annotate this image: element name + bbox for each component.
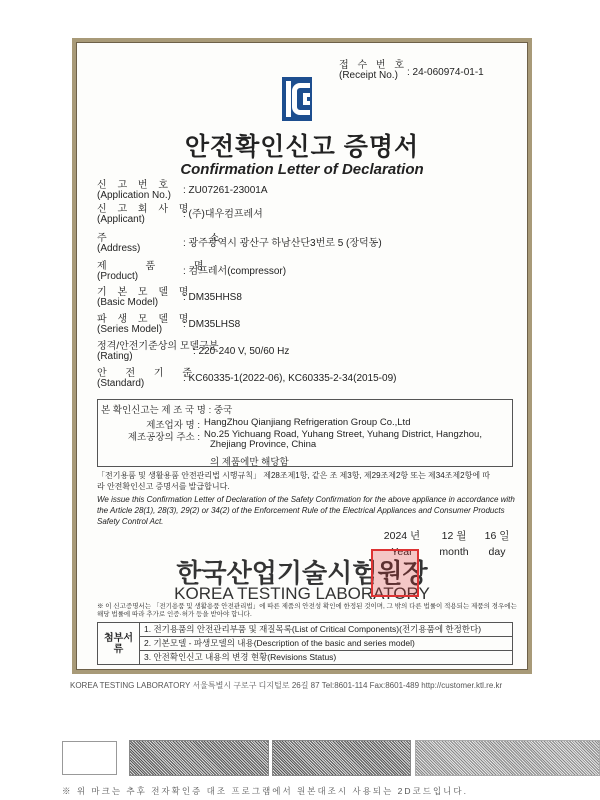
2d-code-3 (415, 740, 600, 776)
year-value: 2024 년 (383, 530, 421, 542)
month-value: 12 월 (441, 530, 467, 542)
maker-value: HangZhou Qianjiang Refrigeration Group Co.,Ltd (204, 417, 411, 428)
country-value: 중국 (213, 405, 233, 416)
field-label-en: (Product) (97, 271, 139, 282)
field-product (97, 261, 287, 282)
legal-note: ※ 이 신고증명서는 「전기용품 및 생활용품 안전관리법」에 따른 제품의 안전성 확인에 한정된 것이며, 그 밖의 다른 법률이 적용되는 제품의 경우에는 해당 법률에 따라 추가로 인증·허가 등을 받아야 합니다. (97, 603, 517, 618)
maker-label: 제조업자 명 : (146, 420, 200, 431)
field-basic-model (97, 287, 242, 308)
attachment-item: 2. 기본모델 - 파생모델의 내용(Description of the basic and series model) (140, 637, 513, 651)
field-label-en: (Applicant) (97, 214, 145, 225)
receipt-label-ko: 접 수 번 호 (339, 60, 407, 71)
kc-logo-icon (282, 77, 312, 121)
receipt-label-en: (Receipt No.) (339, 70, 398, 81)
day-value: 16 일 (484, 530, 510, 542)
title-korean: 안전확인신고 증명서 (184, 133, 420, 161)
field-label-en: (Series Model) (97, 324, 163, 335)
attachments-label: 첨부서류 (98, 623, 140, 665)
certificate-body (76, 42, 528, 670)
field-label-en: (Application No.) (97, 190, 171, 201)
attachment-item: 1. 전기용품의 안전관리부품 및 재질목록(List of Critical Components)(전기용품에 한정한다) (140, 623, 513, 637)
attachment-item: 3. 안전확인신고 내용의 변경 현황(Revisions Status) (140, 651, 513, 665)
receipt-label (339, 61, 407, 81)
blank-code-box (62, 741, 117, 775)
field-application-no (97, 180, 268, 201)
field-label-ko: 주 소 (97, 233, 270, 244)
month-label: month (439, 546, 469, 558)
field-value: : DM35HHS8 (183, 292, 242, 303)
factory-address-1: No.25 Yichuang Road, Yuhang Street, Yuhang District, Hangzhou, (204, 429, 482, 440)
field-rating (97, 341, 290, 362)
authority-english: KOREA TESTING LABORATORY (174, 584, 430, 603)
statement-korean: 「전기용품 및 생활용품 안전관리법 시행규칙」 제28조제1항, 같은 조 제3항, 제29조제2항 또는 제34조제2항에 따라 안전확인신고 증명서를 발급합니다. (97, 471, 490, 491)
field-label-ko: 정격/안전기준상의 모델구분 (97, 341, 219, 352)
field-value: : ZU07261-23001A (183, 185, 268, 196)
field-value: : DM35LHS8 (183, 319, 241, 330)
field-value: : KC60335-1(2022-06), KC60335-2-34(2015-09) (183, 373, 397, 384)
2d-code-2 (272, 740, 411, 776)
receipt-number: : 24-060974-01-1 (407, 67, 484, 78)
field-label-ko: 파 생 모 델 명 (97, 314, 193, 325)
field-label-en: (Address) (97, 243, 141, 254)
2d-code-1 (129, 740, 269, 776)
field-label-ko: 제 품 명 (97, 261, 222, 272)
field-value: : 컴프레서(compressor) (183, 266, 287, 277)
field-label-en: (Rating) (97, 351, 133, 362)
factory-label: 제조공장의 주소 : (127, 432, 200, 443)
field-address (97, 233, 382, 254)
field-value: : (주)대우컴프레셔 (183, 209, 263, 220)
statement-english: We issue this Confirmation Letter of Declaration of the Safety Confirmation for the above appliance in accordance with the Article 28(1), 28(3), 29(2) or 34(2) of the Enforcement Rule of the Electrical Appliances and Consumer Products Safety Control Act. (97, 495, 515, 526)
attachments-table (97, 622, 513, 665)
country-label: 본 확인신고는 제 조 국 명 : (101, 405, 214, 416)
field-label-ko: 신 고 회 사 명 (97, 204, 193, 215)
footer-contact: KOREA TESTING LABORATORY 서울특별시 구로구 디지털로 26길 87 Tel:8601-114 Fax:8601-489 http://customer.ktl.re.kr (70, 681, 503, 690)
field-series-model (97, 314, 241, 335)
day-label: day (488, 546, 506, 558)
title-english: Confirmation Letter of Declaration (180, 161, 424, 178)
field-label-ko: 안 전 기 준 (97, 368, 200, 379)
field-label-ko: 신 고 번 호 (97, 180, 172, 191)
field-label-en: (Basic Model) (97, 297, 159, 308)
authority-korean: 한국산업기술시험원장 (176, 558, 428, 588)
factory-address-2: Zhejiang Province, China (210, 439, 317, 450)
year-label: Year (391, 546, 413, 558)
field-label-en: (Standard) (97, 378, 145, 389)
bottom-note: ※ 위 마크는 추후 전자확인증 대조 프로그램에서 원본대조시 사용되는 2D코드입니다. (62, 786, 468, 796)
manufacture-box (97, 399, 513, 467)
field-standard (97, 368, 397, 389)
field-value: : 220-240 V, 50/60 Hz (193, 346, 290, 357)
field-value: : 광주광역시 광산구 하남산단3번로 5 (장덕동) (183, 238, 382, 249)
certificate-frame (72, 38, 532, 674)
field-applicant (97, 204, 263, 225)
field-label-ko: 기 본 모 델 명 (97, 287, 193, 298)
applies-note: 의 제품에만 해당함 (210, 457, 289, 468)
official-seal-stamp (371, 549, 419, 597)
